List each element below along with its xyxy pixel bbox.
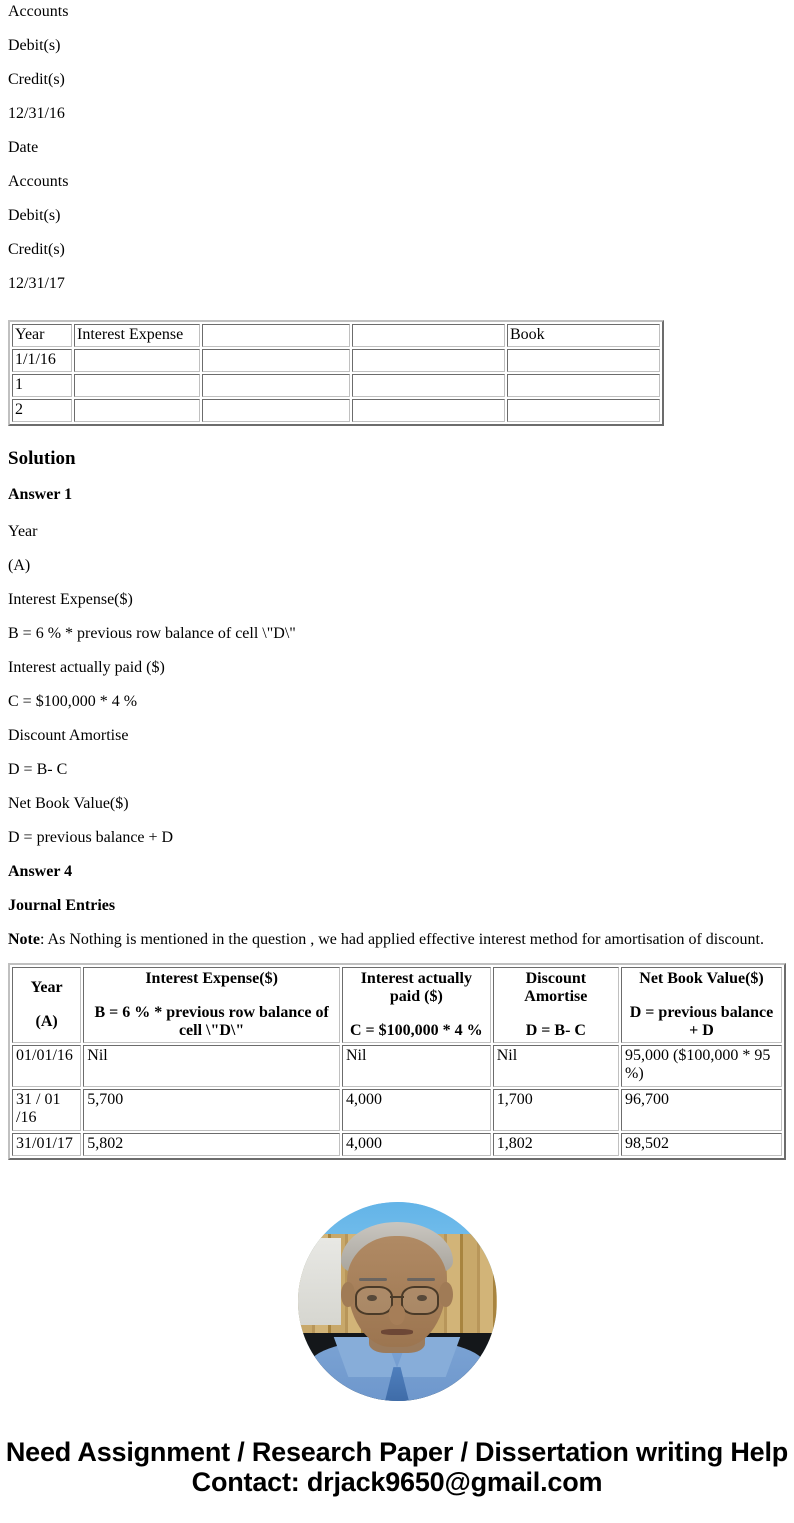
column-header-discount-amortise	[493, 967, 619, 1043]
table-cell	[202, 324, 350, 347]
table-row	[12, 349, 660, 372]
answer1-line: Interest actually paid ($)	[8, 659, 165, 676]
table-cell: 1	[12, 374, 72, 397]
table-cell	[507, 349, 660, 372]
avatar-eyebrow-left	[359, 1278, 387, 1281]
glasses-bridge-icon	[390, 1296, 404, 1298]
table-cell	[202, 399, 350, 422]
header-line-1: Year	[30, 979, 63, 996]
header-line-2: D = previous balance + D	[629, 1004, 774, 1039]
avatar-eyebrow-right	[407, 1278, 435, 1281]
header-line-1: Interest Expense($)	[145, 970, 278, 987]
column-header-interest-paid	[342, 967, 491, 1043]
answer1-line: Discount Amortise	[8, 727, 129, 744]
glasses-lens-left-icon	[355, 1286, 393, 1316]
intro-line: Debit(s)	[8, 207, 61, 224]
table-cell: Year	[12, 324, 72, 347]
intro-line: Credit(s)	[8, 241, 65, 258]
avatar-mouth	[381, 1329, 413, 1334]
intro-line: Date	[8, 139, 39, 156]
cell-interest-paid: 4,000	[342, 1089, 491, 1131]
avatar-container	[0, 1202, 794, 1401]
table-cell	[352, 399, 505, 422]
table-cell	[202, 349, 350, 372]
table-cell	[507, 374, 660, 397]
table-cell	[202, 374, 350, 397]
cell-discount-amortise: 1,700	[493, 1089, 619, 1131]
table-row	[12, 324, 660, 347]
cell-net-book-value: 95,000 ($100,000 * 95 %)	[621, 1045, 782, 1087]
table-cell	[352, 374, 505, 397]
note-line	[0, 931, 794, 949]
avatar-ear-right	[439, 1282, 453, 1308]
cell-year: 01/01/16	[12, 1045, 81, 1087]
cell-net-book-value: 98,502	[621, 1133, 782, 1156]
header-line-1: Net Book Value($)	[639, 970, 764, 987]
table-row	[12, 1133, 782, 1156]
cta-block	[0, 1437, 794, 1497]
header-line-1: Discount Amortise	[524, 970, 588, 1005]
cta-line-2: Contact: drjack9650@gmail.com	[191, 1467, 603, 1497]
table-cell: 1/1/16	[12, 349, 72, 372]
header-spacer	[87, 988, 336, 1004]
journal-entries-heading: Journal Entries	[8, 897, 116, 914]
table-cell	[74, 374, 200, 397]
table-cell	[352, 324, 505, 347]
table-cell: Book	[507, 324, 660, 347]
cell-interest-expense: Nil	[83, 1045, 340, 1087]
answer1-heading: Answer 1	[8, 486, 73, 503]
skeleton-table	[8, 320, 664, 426]
header-spacer	[346, 1006, 487, 1022]
table-cell	[507, 399, 660, 422]
note-text: : As Nothing is mentioned in the question , we had applied effective interest method for amortisation of discount.	[39, 931, 764, 948]
answer1-line: D = B- C	[8, 761, 68, 778]
amortisation-schedule-table	[8, 963, 786, 1160]
cell-interest-paid: Nil	[342, 1045, 491, 1087]
answer1-text-block	[0, 520, 794, 847]
column-header-interest-expense	[83, 967, 340, 1043]
answer1-line: C = $100,000 * 4 %	[8, 693, 138, 710]
table-row	[12, 399, 660, 422]
cell-interest-expense: 5,802	[83, 1133, 340, 1156]
header-line-2: C = $100,000 * 4 %	[349, 1022, 483, 1039]
intro-line: Accounts	[8, 173, 69, 190]
table-cell	[352, 349, 505, 372]
header-spacer	[16, 997, 77, 1013]
glasses-lens-right-icon	[401, 1286, 439, 1316]
table-row	[12, 1045, 782, 1087]
answer1-line: Interest Expense($)	[8, 591, 133, 608]
cta-line-1: Need Assignment / Research Paper / Dissertation writing Help	[5, 1437, 789, 1467]
table-cell	[74, 399, 200, 422]
intro-text-block	[0, 0, 794, 293]
table-cell	[74, 349, 200, 372]
header-line-1: Interest actually paid ($)	[360, 970, 472, 1005]
header-spacer	[625, 988, 778, 1004]
table-cell: Interest Expense	[74, 324, 200, 347]
intro-line: Credit(s)	[8, 71, 65, 88]
answer1-line: D = previous balance + D	[8, 829, 174, 846]
cell-net-book-value: 96,700	[621, 1089, 782, 1131]
header-line-2: B = 6 % * previous row balance of cell \"D\"	[94, 1004, 329, 1039]
answer1-line: B = 6 % * previous row balance of cell \"D\"	[8, 625, 296, 642]
answer1-line: (A)	[8, 557, 31, 574]
avatar-background-panel	[298, 1238, 342, 1326]
table-cell: 2	[12, 399, 72, 422]
solution-heading: Solution	[8, 448, 76, 469]
intro-line: Accounts	[8, 3, 69, 20]
table-row	[12, 1089, 782, 1131]
intro-line: 12/31/17	[8, 275, 65, 292]
column-header-year	[12, 967, 81, 1043]
cell-year: 31/01/17	[12, 1133, 81, 1156]
header-spacer	[497, 1006, 615, 1022]
cell-interest-expense: 5,700	[83, 1089, 340, 1131]
column-header-net-book-value	[621, 967, 782, 1043]
answer1-line: Year	[8, 523, 38, 540]
table-row	[12, 374, 660, 397]
intro-line: 12/31/16	[8, 105, 65, 122]
header-line-2: D = B- C	[525, 1022, 586, 1039]
cell-year: 31 / 01 /16	[12, 1089, 81, 1131]
intro-line: Debit(s)	[8, 37, 61, 54]
cell-discount-amortise: Nil	[493, 1045, 619, 1087]
answer4-heading: Answer 4	[8, 863, 73, 880]
answer1-line: Net Book Value($)	[8, 795, 129, 812]
note-label: Note	[8, 931, 40, 948]
avatar	[298, 1202, 497, 1401]
table-header-row	[12, 967, 782, 1043]
cell-discount-amortise: 1,802	[493, 1133, 619, 1156]
cell-interest-paid: 4,000	[342, 1133, 491, 1156]
header-line-2: (A)	[35, 1013, 58, 1030]
